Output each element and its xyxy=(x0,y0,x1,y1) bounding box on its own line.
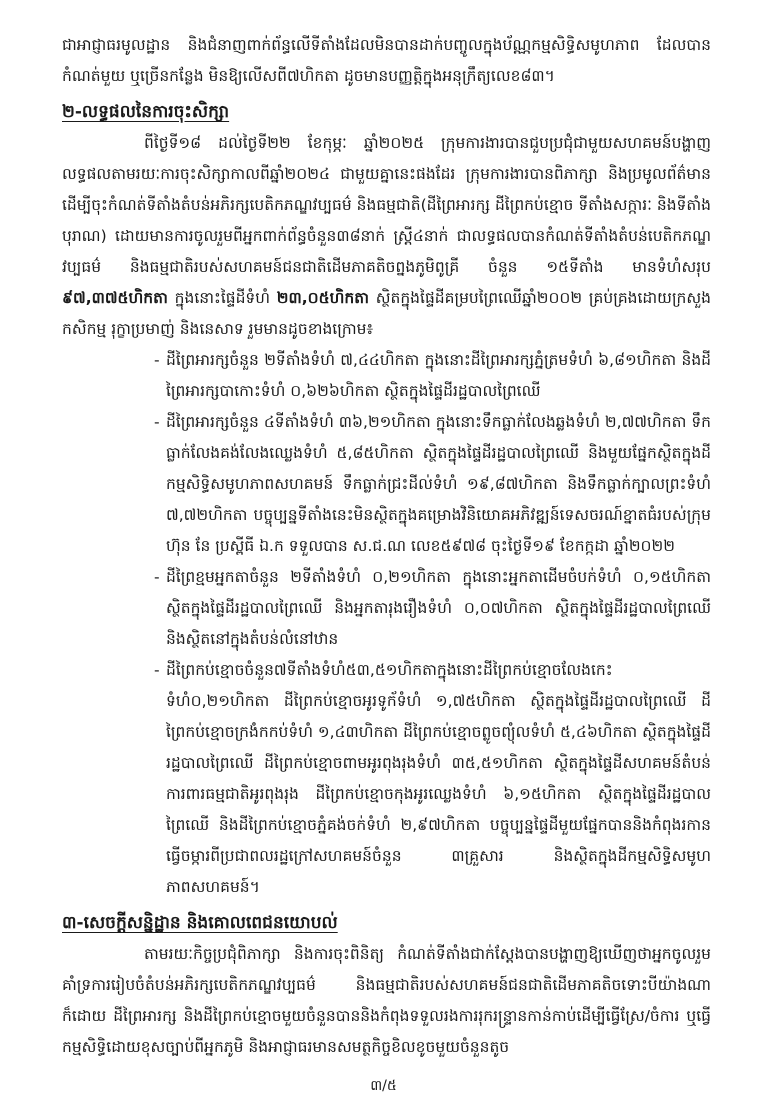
total-area-value: ៩៧,៣៧៥ហិកតា xyxy=(62,289,168,307)
section-2-text-c: ស្ថិតក្នុងផ្ទៃដីគម្របព្រៃឈើឆ្នាំ២០០២ គ្រប់គ្រងដោយក្រសួងកសិកម្ម រុក្ខាប្រមាញ់ និងនេសាទ រួមមានដូចខាងក្រោម៖ xyxy=(62,289,711,338)
list-item xyxy=(154,345,711,407)
list-item xyxy=(154,655,711,903)
list-item xyxy=(154,562,711,655)
section-2-text-a: ពីថ្ងៃទី១៨ ដល់ថ្ងៃទី២២ ខែកុម្ភៈ ឆ្នាំ២០២៥ ក្រុមការងារបានជួបប្រជុំជាមួយសហគមន៍បង្ហាញលទ្ធផលតាមរយៈការចុះសិក្សាកាលពីឆ្នាំ២០២៤ ជាមួយគ្នានេះផងដែរ ក្រុមការងារបានពិភាក្សា និងប្រមូលព័ត៌មានដើម្បីចុះកំណត់ទីតាំងតំបន់អភិរក្សបេតិកភណ្ឌវប្បធម៌ និងធម្មជាតិ(ដីព្រៃអារក្ស ដីព្រៃកប់ខ្មោច ទីតាំងសក្ការៈ និងទីតាំងបុរាណ) ដោយមានការចូលរួមពីអ្នកពាក់ព័ន្ធចំនួន៣៨នាក់ ស្ត្រី៤នាក់ ជាលទ្ធផលបានកំណត់ទីតាំងតំបន់បេតិកភណ្ឌវប្បធម៌ និងធម្មជាតិរបស់សហគមន៍ជនជាតិដើមភាគតិចព្នងភូមិពូគ្រី ចំនួន ១៥ទីតាំង មានទំហំសរុប xyxy=(62,134,711,276)
section-2-title: ២-លទ្ធផលនៃការចុះសិក្សា xyxy=(62,102,230,122)
bullet-dash: - xyxy=(154,568,160,586)
bullet-dash: - xyxy=(154,413,160,431)
list-item-text: ដីព្រៃអារក្សចំនួន ២ទីតាំងទំហំ ៧,៤៤ហិកតា ក្នុងនោះដីព្រៃអារក្សភ្នំត្រមទំហំ ៦,៨១ហិកតា និងដីព្រៃអារក្សបាកោះទំហំ ០,៦២៦ហិកតា ស្ថិតក្នុងផ្ទៃដីរដ្ឋបាលព្រៃឈើ xyxy=(166,351,711,400)
bullet-dash: - xyxy=(154,661,160,679)
section-2-heading xyxy=(62,96,711,128)
list-item-text: ដីព្រៃអារក្សចំនួន ៤ទីតាំងទំហំ ៣៦,២១ហិកតា ក្នុងនោះទឹកធ្លាក់លែងឆ្លងទំហំ ២,៧៧ហិកតា ទឹកធ្លាក់លែងគង់លែងឈ្លេងទំហំ ៥,៨៥ហិកតា ស្ថិតក្នុងផ្ទៃដីរដ្ឋបាលព្រៃឈើ និងមួយផ្នែកស្ថិតក្នុងដីកម្មសិទ្ធិសមូហភាពសហគមន៍ ទឹកធ្លាក់ជ្រះដីល់ទំហំ ១៩,៨៧ហិកតា និងទឹកធ្លាក់ក្បាលព្រះទំហំ ៧,៧២ហិកតា បច្ចុប្បន្នទីតាំងនេះមិនស្ថិតក្នុងគម្រោងវិនិយោគអភិវឌ្ឍន៍ទេសចរណ៍ខ្នាតធំរបស់ក្រុមហ៊ុន នែ ប្រស្ពីធី ឯ.ក ទទួលបាន ស.ជ.ណ លេខ៥៩៧៨ ចុះថ្ងៃទី១៩ ខែកក្កដា ឆ្នាំ២០២២ xyxy=(166,413,711,555)
list-item xyxy=(154,407,711,562)
section-2-paragraph xyxy=(62,128,711,345)
list-item-text: ដីព្រៃខ្មមអ្នកតាចំនួន ២ទីតាំងទំហំ ០,២១ហិកតា ក្នុងនោះអ្នកតាដើមចំបក់ទំហំ ០,១៥ហិកតា ស្ថិតក្នុងផ្ទៃដីរដ្ឋបាលព្រៃឈើ និងអ្នកតារុងរឿងទំហំ ០,០៧ហិកតា ស្ថិតក្នុងផ្ទៃដីរដ្ឋបាលព្រៃឈើ និងស្ថិតនៅក្នុងតំបន់លំនៅឋាន xyxy=(166,568,711,648)
page-number: ៣/៥ xyxy=(370,1078,397,1094)
bullet-dash: - xyxy=(154,351,160,369)
section-2-text-b: ក្នុងនោះផ្ទៃដីទំហំ xyxy=(167,289,277,307)
section-3-paragraph: តាមរយៈកិច្ចប្រជុំពិភាក្សា និងការចុះពិនិត្យ កំណត់ទីតាំងជាក់ស្តែងបានបង្ហាញឱ្យឃើញថាអ្នកចូលរួមគាំទ្រការរៀបចំតំបន់អភិរក្សបេតិកភណ្ឌវប្បធម៌ និងធម្មជាតិរបស់សហគមន៍ជនជាតិដើមភាគតិចទោះបីយ៉ាងណាក៏ដោយ ដីព្រៃអារក្ស និងដីព្រៃកប់ខ្មោចមួយចំនួនបាននិងកំពុងទទួលរងការរុករន្ទ្រានកាន់កាប់ដើម្បីធ្វើស្រែ/ចំការ ឬធ្វើកម្មសិទ្ធិដោយខុសច្បាប់ពីអ្នកភូមិ និងអាជ្ញាធរមានសមត្ថកិច្ចខិលខូចមួយចំនួនតូច xyxy=(62,945,711,1056)
site-list xyxy=(62,345,711,903)
section-3-heading xyxy=(62,907,711,939)
list-item-text: ដីព្រៃកប់ខ្មោចចំនួន៧ទីតាំងទំហំ៥៣,៥១ហិកតាក្នុងនោះដីព្រៃកប់ខ្មោចលែងកេះទំហំ០,២១ហិកតា ដីព្រៃកប់ខ្មោចអូរទូក័ទំហំ ១,៧៥ហិកតា ស្ថិតក្នុងផ្ទៃដីរដ្ឋបាលព្រៃឈើ ដីព្រៃកប់ខ្មោចក្រងំកកប់ទំហំ ១,៤៣ហិកតា ដីព្រៃកប់ខ្មោចព្លូចព្យុំលទំហំ ៥,៤៦ហិកតា ស្ថិតក្នុងផ្ទៃដីរដ្ឋបាលព្រៃឈើ ដីព្រៃកប់ខ្មោចពាមអូរពុងរុងទំហំ ៣៥,៥១ហិកតា ស្ថិតក្នុងផ្ទៃដីសហគមន៍តំបន់ការពារធម្មជាតិអូរពុងរុង ដីព្រៃកប់ខ្មោចកុងអូរឈ្លេងទំហំ ៦,១៥ហិកតា ស្ថិតក្នុងផ្ទៃដីរដ្ឋបាលព្រៃឈើ និងដីព្រៃកប់ខ្មោចភ្នំគង់ចក់ទំហំ ២,៩៧ហិកតា បច្ចុប្បន្នផ្ទៃដីមួយផ្នែកបាននិងកំពុងរកានធ្វើចម្ការពីប្រជាពលរដ្ឋក្រៅសហគមន៍ចំនួន ៣គ្រួសារ និងស្ថិតក្នុងដីកម្មសិទ្ធិសមូហភាពសហគមន៍។ xyxy=(166,661,711,896)
sub-area-value: ២៣,០៥ហិកតា xyxy=(276,289,369,307)
section-3-title: ៣-សេចក្តីសន្និដ្ឋាន និងគោលពេជនយោបល់ xyxy=(62,913,338,933)
intro-paragraph: ជាអាជ្ញាធរមូលដ្ឋាន និងជំនាញពាក់ព័ន្ធលើទីតាំងដែលមិនបានដាក់បញ្ចូលក្នុងប័ណ្ណកម្មសិទ្ធិសមូហភាព ដែលបានកំណត់មួយ ឬច្រើនកន្លែង មិនឱ្យលើសពី៧ហិកតា ដូចមានបញ្ញត្តិក្នុងអនុក្រឹត្យលេខ៨៣។ xyxy=(62,36,711,85)
